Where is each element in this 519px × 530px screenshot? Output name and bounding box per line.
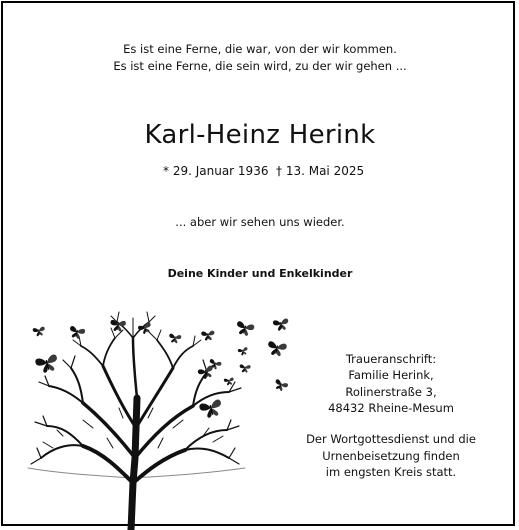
bare-tree-icon (28, 312, 245, 530)
quote-line-2: Es ist eine Ferne, die sein wird, zu der wir gehen ... (113, 59, 407, 73)
service-line-1: Der Wortgottesdienst und die (306, 432, 476, 446)
address-city: 48432 Rheine-Mesum (328, 401, 454, 415)
birth-date: * 29. Januar 1936 (163, 164, 269, 178)
signed-by: Deine Kinder und Enkelkinder (167, 267, 353, 280)
quote-line-1: Es ist eine Ferne, die war, von der wir kommen. (123, 42, 397, 56)
service-line-3: im engsten Kreis statt. (325, 465, 457, 479)
service-line-2: Urnenbeisetzung finden (322, 449, 460, 463)
address-label: Traueranschrift: (345, 352, 437, 366)
obituary-notice (1, 1, 515, 526)
address-family: Familie Herink, (348, 368, 434, 382)
deceased-name: Karl-Heinz Herink (144, 120, 376, 150)
death-date: † 13. Mai 2025 (276, 164, 365, 178)
address-street: Rolinerstraße 3, (345, 385, 437, 399)
tree-with-butterflies-illustration (23, 308, 303, 530)
closing-line: ... aber wir sehen uns wieder. (175, 215, 345, 229)
